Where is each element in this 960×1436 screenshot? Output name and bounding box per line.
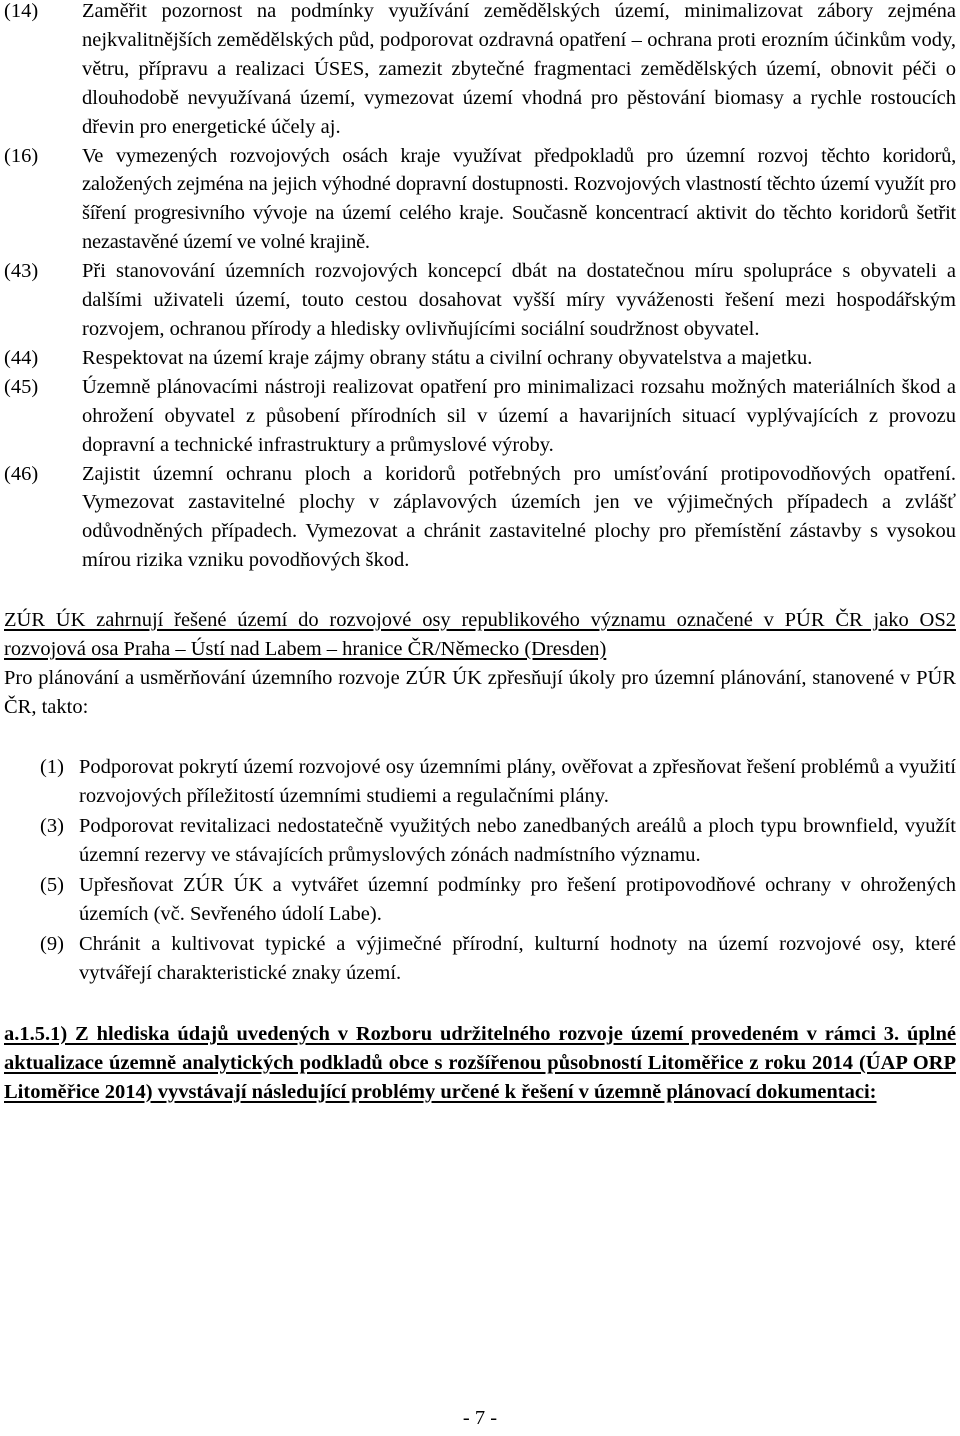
page-number: - 7 - <box>462 1407 498 1429</box>
item-number: (46) <box>4 462 39 485</box>
spacer <box>4 575 956 606</box>
task-number: (5) <box>40 873 64 896</box>
task-item <box>4 812 956 871</box>
task-text: Upřesňovat ZÚR ÚK a vytvářet územní podmínky pro řešení protipovodňové ochrany v ohrožených územích (vč. Sevřeného údolí Labe). <box>79 873 956 926</box>
spacer <box>4 989 956 1020</box>
document-page <box>4 0 956 1107</box>
zur-intro: Pro plánování a usměrňování územního rozvoje ZÚR ÚK zpřesňují úkoly pro územní plánování, stanovené v PÚR ČR, takto: <box>4 666 956 718</box>
item-number: (16) <box>4 144 39 167</box>
task-text: Chránit a kultivovat typické a výjimečné přírodní, kulturní hodnoty na území rozvojové osy, které vytvářejí charakteristické znaky území. <box>79 932 956 985</box>
spacer <box>4 722 956 753</box>
numbered-item <box>4 344 956 373</box>
task-number: (9) <box>40 932 64 955</box>
task-item <box>4 753 956 812</box>
numbered-item <box>4 0 956 142</box>
task-number: (3) <box>40 814 64 837</box>
task-number: (1) <box>40 755 64 778</box>
item-number: (14) <box>4 0 39 22</box>
item-text: Územně plánovacími nástroji realizovat opatření pro minimalizaci rozsahu možných materiálních škod a ohrožení obyvatel z působení přírodních sil v území a havarijních situací vyplývajících z provozu dopravní a technické infrastruktury a průmyslové výroby. <box>82 375 956 456</box>
item-number: (45) <box>4 375 39 398</box>
zur-heading: ZÚR ÚK zahrnují řešené území do rozvojové osy republikového významu označené v PÚR ČR jako OS2 rozvojová osa Praha – Ústí nad Labem – hranice ČR/Německo (Dresden) <box>4 609 956 661</box>
numbered-item <box>4 460 956 576</box>
item-number: (44) <box>4 346 39 369</box>
numbered-item <box>4 142 956 258</box>
numbered-items <box>4 0 956 575</box>
task-text: Podporovat pokrytí území rozvojové osy územními plány, ověřovat a zpřesňovat řešení problémů a využití rozvojových příležitostí územními studiemi a regulačními plány. <box>79 755 956 808</box>
item-text: Respektovat na území kraje zájmy obrany státu a civilní ochrany obyvatelstva a majetku. <box>82 346 813 369</box>
task-item <box>4 930 956 989</box>
task-item <box>4 871 956 930</box>
task-list <box>4 753 956 989</box>
numbered-item <box>4 257 956 344</box>
numbered-item <box>4 373 956 460</box>
item-text: Ve vymezených rozvojových osách kraje využívat předpokladů pro územní rozvoj těchto koridorů, založených zejména na jejich výhodné dopravní dostupnosti. Rozvojových vlastností těchto území využít pro šíření progresivního vývoje na území celého kraje. Současně koncentrací aktivit do těchto koridorů šetřit nezastavěné území ve volné krajině. <box>82 144 956 254</box>
item-text: Při stanovování územních rozvojových koncepcí dbát na dostatečnou míru spolupráce s obyvateli a dalšími uživateli území, touto cestou dosahovat vyšší míry vyváženosti řešení mezi hospodářským rozvojem, ochranou přírody a hledisky ovlivňujícími sociální soudržnost obyvatel. <box>82 260 956 340</box>
task-text: Podporovat revitalizaci nedostatečně využitých nebo zanedbaných areálů a ploch typu brownfield, využít územní rezervy ve stávajících průmyslových zónách nadmístního významu. <box>79 814 956 867</box>
item-text: Zajistit územní ochranu ploch a koridorů potřebných pro umísťování protipovodňových opatření. Vymezovat zastavitelné plochy v záplavových územích jen ve výjimečných případech a zvlášť odůvodněných případech. Vymezovat a chránit zastavitelné plochy pro přemístění zástavby s vysokou mírou rizika vzniku povodňových škod. <box>82 462 956 572</box>
item-text: Zaměřit pozornost na podmínky využívání zemědělských území, minimalizovat zábory zejména nejkvalitnějších zemědělských půd, podporovat ozdravná opatření – ochrana proti erozním účinkům vody, větru, přípravu a realizaci ÚSES, zamezit zbytečné fragmentaci zemědělských území, obnovit péči o dlouhodobě nevyužívaná území, vymezovat území vhodná pro pěstování biomasy a rychle rostoucích dřevin pro energetické účely aj. <box>82 0 956 138</box>
item-number: (43) <box>4 260 39 283</box>
section-heading: a.1.5.1) Z hlediska údajů uvedených v Rozboru udržitelného rozvoje území provedeném v rámci 3. úplné aktualizace územně analytických podkladů obce s rozšířenou působností Litoměřice z roku 2014 (ÚAP ORP Litoměřice 2014) vyvstávají následující problémy určené k řešení v územně plánovací dokumentaci: <box>4 1022 956 1103</box>
